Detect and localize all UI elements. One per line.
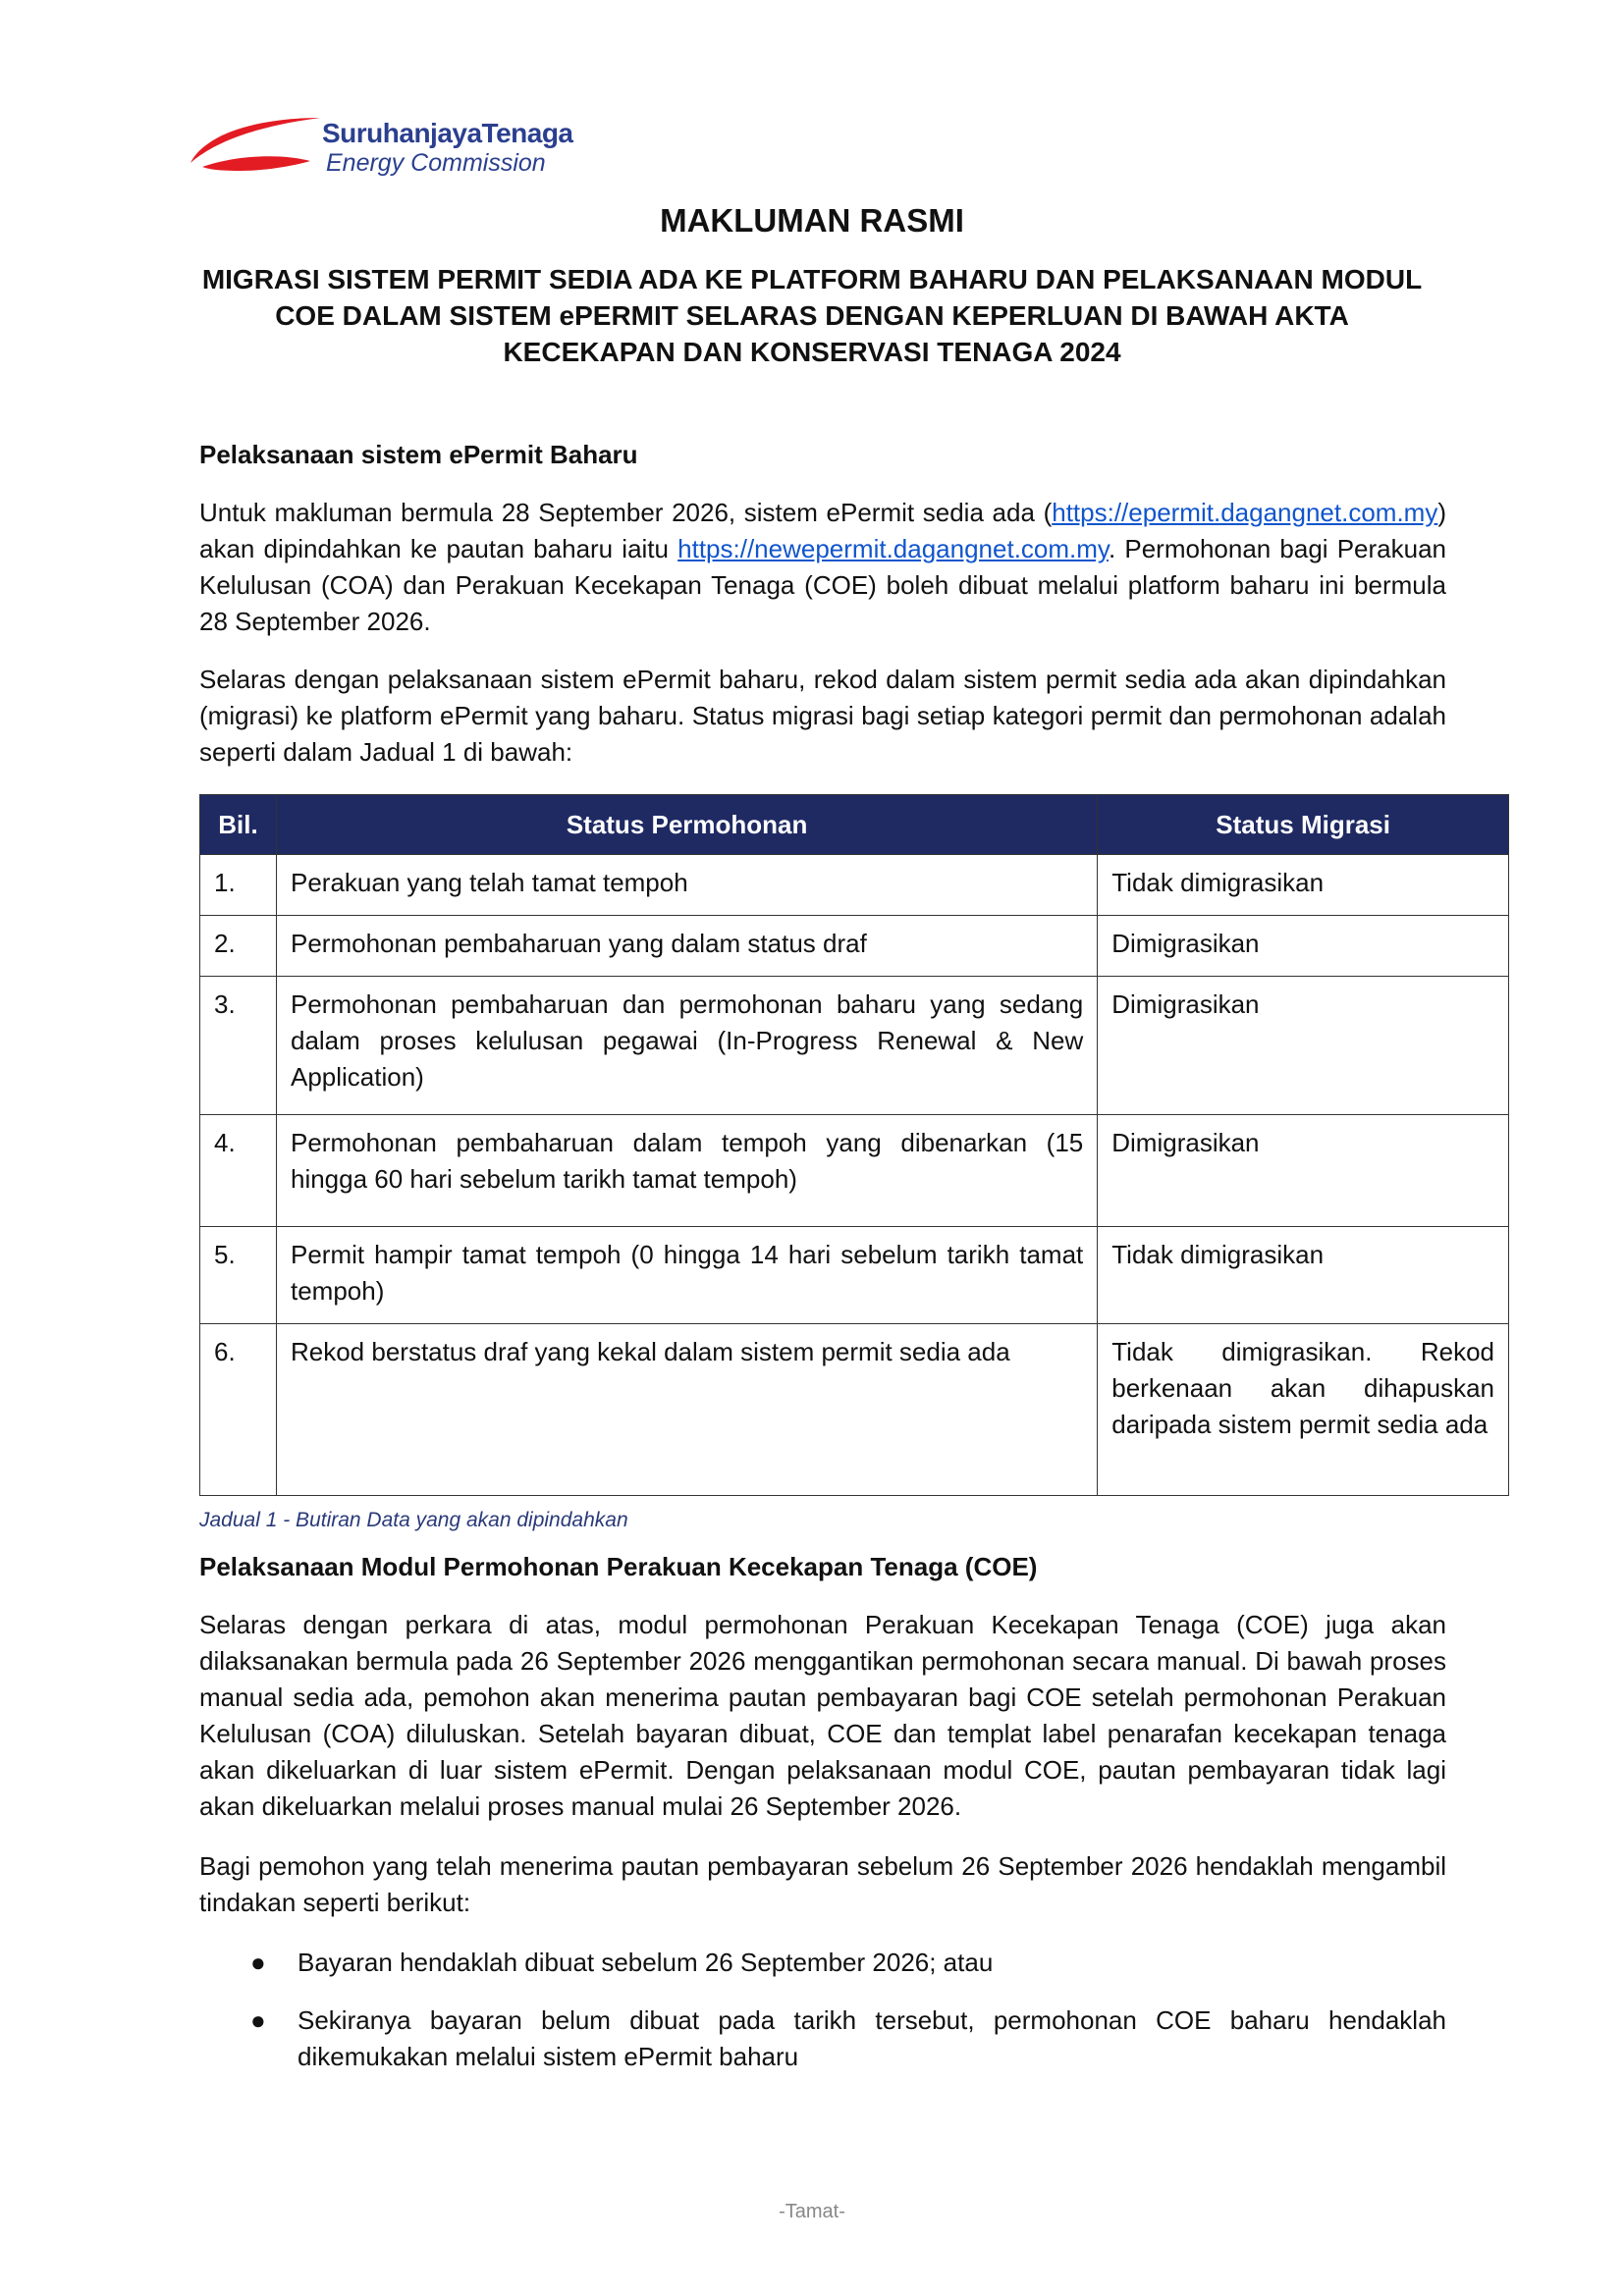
section-heading: Pelaksanaan Modul Permohonan Perakuan Kecekapan Tenaga (COE) <box>199 1552 1038 1581</box>
row-number: 1. <box>200 855 277 916</box>
row-status: Permohonan pembaharuan dalam tempoh yang dibenarkan (15 hingga 60 hari sebelum tarikh tamat tempoh) <box>276 1115 1097 1227</box>
row-migration: Tidak dimigrasikan. Rekod berkenaan akan dihapuskan daripada sistem permit sedia ada <box>1098 1324 1509 1496</box>
bullet-icon: ● <box>250 1948 266 1977</box>
list-item-text: Bayaran hendaklah dibuat sebelum 26 September 2026; atau <box>298 1948 994 1977</box>
table-header-row <box>200 795 1509 855</box>
paragraph-migration-intro <box>199 495 1446 640</box>
section-epermit <box>199 440 1446 470</box>
logo-name: SuruhanjayaTenaga <box>322 118 573 148</box>
paragraph-payment-action: Bagi pemohon yang telah menerima pautan pembayaran sebelum 26 September 2026 hendaklah mengambil tindakan seperti berikut: <box>199 1851 1446 1917</box>
row-number: 2. <box>200 916 277 977</box>
energy-commission-logo <box>183 96 615 185</box>
section-coe <box>199 1552 1446 1582</box>
row-number: 5. <box>200 1227 277 1324</box>
paragraph-text: . Permohonan bagi Perakuan Kelulusan (COA) dan Perakuan Kecekapan Tenaga (COE) boleh dibuat melalui platform baharu ini bermula 28 September 2026. <box>199 534 1446 636</box>
row-status: Permohonan pembaharuan dan permohonan baharu yang sedang dalam proses kelulusan pegawai (In-Progress Renewal & New Application) <box>276 977 1097 1115</box>
logo-subname: Energy Commission <box>326 149 546 177</box>
list-item-text: Sekiranya bayaran belum dibuat pada tarikh tersebut, permohonan COE baharu hendaklah dikemukakan melalui sistem ePermit baharu <box>298 2005 1446 2071</box>
table-row <box>200 855 1509 916</box>
list-item <box>199 2002 1446 2075</box>
table-row <box>200 1324 1509 1496</box>
table-row <box>200 1227 1509 1324</box>
table-caption: Jadual 1 - Butiran Data yang akan dipindahkan <box>199 1509 628 1531</box>
paragraph-text: ) akan dipindahkan ke pautan baharu iaitu <box>199 498 1446 563</box>
list-item <box>199 1945 1446 1981</box>
row-status: Permit hampir tamat tempoh (0 hingga 14 hari sebelum tarikh tamat tempoh) <box>276 1227 1097 1324</box>
header-status-migrasi: Status Migrasi <box>1098 795 1509 855</box>
row-migration: Tidak dimigrasikan <box>1098 855 1509 916</box>
paragraph-migration-status: Selaras dengan pelaksanaan sistem ePermit baharu, rekod dalam sistem permit sedia ada akan dipindahkan (migrasi) ke platform ePermit yang baharu. Status migrasi bagi setiap kategori permit dan permohonan adalah seperti dalam Jadual 1 di bawah: <box>199 665 1446 767</box>
header-status-permohonan: Status Permohonan <box>276 795 1097 855</box>
old-epermit-link[interactable]: https://epermit.dagangnet.com.my <box>1052 498 1438 527</box>
document-title: MAKLUMAN RASMI <box>660 202 964 239</box>
row-status: Permohonan pembaharuan yang dalam status draf <box>276 916 1097 977</box>
section-heading: Pelaksanaan sistem ePermit Baharu <box>199 440 638 469</box>
row-number: 4. <box>200 1115 277 1227</box>
row-migration: Dimigrasikan <box>1098 977 1509 1115</box>
bullet-icon: ● <box>250 2005 266 2035</box>
new-epermit-link[interactable]: https://newepermit.dagangnet.com.my <box>677 534 1109 563</box>
document-subtitle: MIGRASI SISTEM PERMIT SEDIA ADA KE PLATFORM BAHARU DAN PELAKSANAAN MODUL COE DALAM SISTEM ePERMIT SELARAS DENGAN KEPERLUAN DI BAWAH AKTA KECEKAPAN DAN KONSERVASI TENAGA 2024 <box>201 264 1423 367</box>
row-migration: Dimigrasikan <box>1098 1115 1509 1227</box>
row-number: 6. <box>200 1324 277 1496</box>
row-status: Perakuan yang telah tamat tempoh <box>276 855 1097 916</box>
migration-status-table <box>199 794 1509 1496</box>
table-row <box>200 916 1509 977</box>
swoosh-logo-icon <box>183 96 330 185</box>
paragraph-coe-module: Selaras dengan perkara di atas, modul permohonan Perakuan Kecekapan Tenaga (COE) juga akan dilaksanakan bermula pada 26 September 2026 menggantikan permohonan secara manual. Di bawah proses manual sedia ada, pemohon akan menerima pautan pembayaran bagi COE setelah permohonan Perakuan Kelulusan (COA) diluluskan. Setelah bayaran dibuat, COE dan templat label penarafan kecekapan tenaga akan dikeluarkan di luar sistem ePermit. Dengan pelaksanaan modul COE, pautan pembayaran tidak lagi akan dikeluarkan melalui proses manual mulai 26 September 2026. <box>199 1610 1446 1821</box>
footer-end-mark: -Tamat- <box>779 2201 845 2222</box>
table-row <box>200 977 1509 1115</box>
paragraph-text: Untuk makluman bermula 28 September 2026, sistem ePermit sedia ada ( <box>199 498 1053 527</box>
action-list <box>199 1945 1446 2075</box>
header-bil: Bil. <box>200 795 277 855</box>
row-status: Rekod berstatus draf yang kekal dalam sistem permit sedia ada <box>276 1324 1097 1496</box>
row-number: 3. <box>200 977 277 1115</box>
row-migration: Dimigrasikan <box>1098 916 1509 977</box>
table-row <box>200 1115 1509 1227</box>
row-migration: Tidak dimigrasikan <box>1098 1227 1509 1324</box>
